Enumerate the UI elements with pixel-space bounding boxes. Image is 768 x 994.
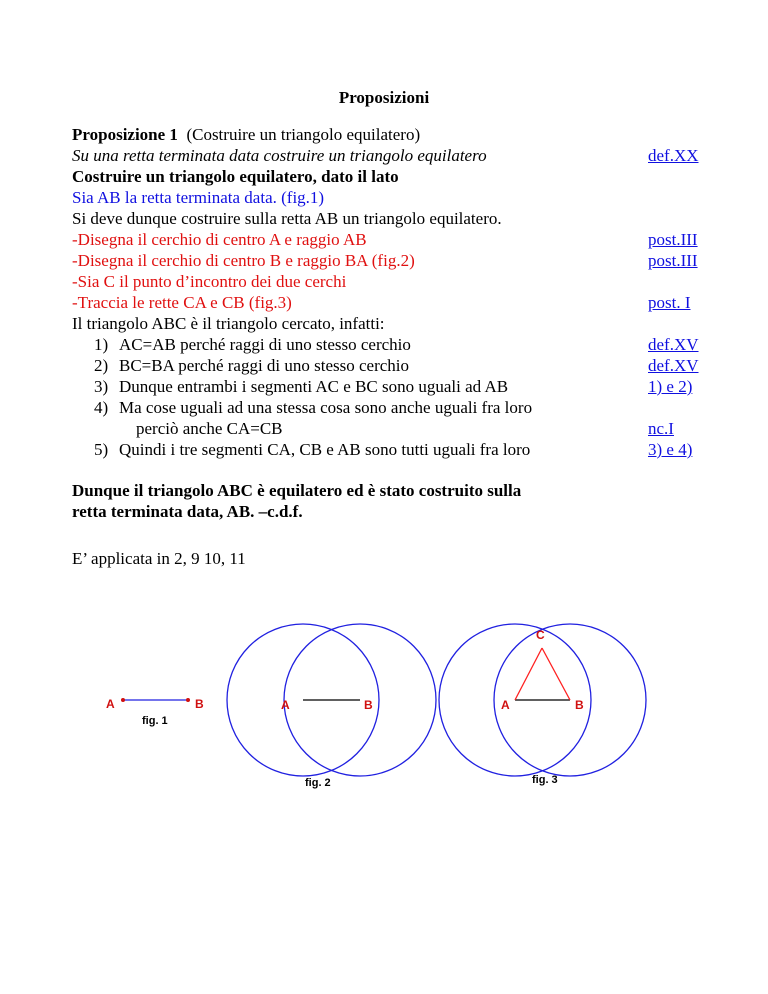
proposition-subtitle: (Costruire un triangolo equilatero)	[186, 125, 421, 144]
proof-item: Dunque entrambi i segmenti AC e BC sono uguali ad AB	[119, 377, 509, 396]
label-a: A	[106, 697, 115, 711]
figure-1	[106, 697, 204, 727]
proof-number: 1)	[94, 335, 109, 354]
proof-item: BC=BA perché raggi di uno stesso cerchio	[119, 356, 410, 375]
conclusion: Dunque il triangolo ABC è equilatero ed è stato costruito sulla	[72, 481, 522, 500]
proof-number: 3)	[94, 377, 109, 396]
reference-link[interactable]: 1) e 2)	[648, 377, 693, 396]
fig3-caption: fig. 3	[532, 774, 558, 786]
enunciation: Su una retta terminata data costruire un triangolo equilatero	[72, 146, 487, 165]
reference-link[interactable]: post.III	[648, 251, 698, 270]
applied-note: E’ applicata in 2, 9 10, 11	[72, 549, 246, 568]
figure-3	[439, 624, 646, 786]
proof-number: 2)	[94, 356, 109, 375]
segment-ca	[515, 648, 542, 700]
given-line: Sia AB la retta terminata data. (fig.1)	[72, 188, 325, 207]
reference-link[interactable]: def.XV	[648, 335, 699, 354]
fig1-caption: fig. 1	[142, 715, 168, 727]
label-c: C	[536, 628, 545, 642]
figures	[100, 620, 660, 800]
fig2-caption: fig. 2	[305, 777, 331, 789]
proof-number: 4)	[94, 398, 109, 417]
proof-number: 5)	[94, 440, 109, 459]
conclusion: retta terminata data, AB. –c.d.f.	[72, 502, 303, 521]
reference-link[interactable]: def.XV	[648, 356, 699, 375]
bold-statement: Costruire un triangolo equilatero, dato il lato	[72, 167, 399, 186]
proof-item: Quindi i tre segmenti CA, CB e AB sono tutti uguali fra loro	[119, 440, 531, 459]
proposition-header	[72, 124, 420, 145]
construction-step: -Disegna il cerchio di centro B e raggio BA (fig.2)	[72, 251, 415, 270]
label-b: B	[575, 698, 584, 712]
construction-step: -Disegna il cerchio di centro A e raggio AB	[72, 230, 367, 249]
proof-intro: Il triangolo ABC è il triangolo cercato, infatti:	[72, 314, 385, 333]
construction-step: -Sia C il punto d’incontro dei due cerchi	[72, 272, 347, 291]
proposition-number: Proposizione 1	[72, 125, 178, 144]
segment-cb	[542, 648, 570, 700]
label-b: B	[195, 697, 204, 711]
construction-step: -Traccia le rette CA e CB (fig.3)	[72, 293, 292, 312]
proof-item: Ma cose uguali ad una stessa cosa sono anche uguali fra loro	[119, 398, 533, 417]
reference-link[interactable]: nc.I	[648, 419, 674, 438]
label-b: B	[364, 698, 373, 712]
reference-link[interactable]: 3) e 4)	[648, 440, 693, 459]
reference-link[interactable]: post.III	[648, 230, 698, 249]
reference-link[interactable]: def.XX	[648, 146, 699, 165]
proof-item: AC=AB perché raggi di uno stesso cerchio	[119, 335, 411, 354]
label-a: A	[281, 698, 290, 712]
page-title: Proposizioni	[338, 88, 430, 107]
task-line: Si deve dunque costruire sulla retta AB un triangolo equilatero.	[72, 209, 502, 228]
figure-2	[227, 624, 436, 789]
reference-link[interactable]: post. I	[648, 293, 691, 312]
point-b	[186, 698, 190, 702]
point-a	[121, 698, 125, 702]
proof-item: perciò anche CA=CB	[136, 419, 283, 438]
label-a: A	[501, 698, 510, 712]
